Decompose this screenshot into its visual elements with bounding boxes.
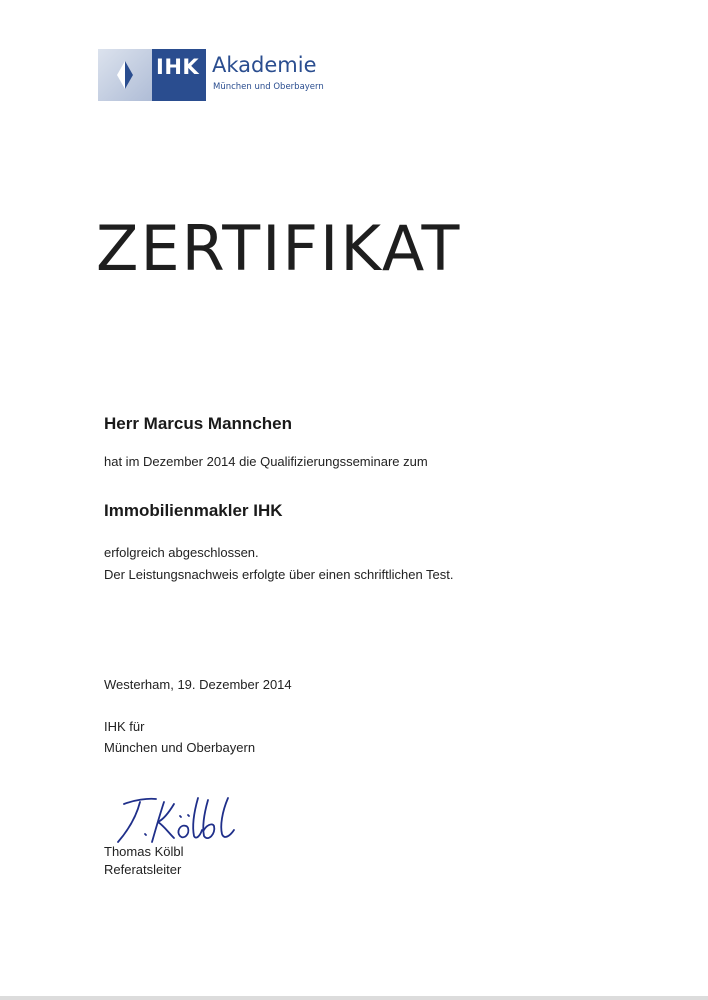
issuer-line-1: IHK für — [104, 719, 145, 734]
place-and-date: Westerham, 19. Dezember 2014 — [104, 677, 292, 692]
handwritten-signature — [104, 790, 244, 852]
qualification-title: Immobilienmakler IHK — [104, 501, 283, 520]
recipient-name: Herr Marcus Mannchen — [104, 414, 292, 433]
ihk-akademie-logo — [98, 49, 328, 101]
logo-akademie-text: Akademie — [212, 53, 317, 77]
logo-ihk-text: IHK — [156, 55, 200, 79]
signatory-role: Referatsleiter — [104, 862, 182, 877]
completion-line-1: erfolgreich abgeschlossen. — [104, 545, 259, 560]
intro-line: hat im Dezember 2014 die Qualifizierungsseminare zum — [104, 454, 428, 469]
certificate-title: ZERTIFIKAT — [96, 212, 462, 285]
completion-line-2: Der Leistungsnachweis erfolgte über einen schriftlichen Test. — [104, 567, 454, 582]
issuer-line-2: München und Oberbayern — [104, 740, 256, 755]
page-bottom-edge — [0, 996, 708, 1000]
signatory-name: Thomas Kölbl — [104, 844, 184, 859]
logo-subtitle: München und Oberbayern — [213, 82, 324, 92]
ihk-diamond-mark-icon — [98, 49, 152, 101]
logo-ihk-box — [152, 49, 206, 101]
